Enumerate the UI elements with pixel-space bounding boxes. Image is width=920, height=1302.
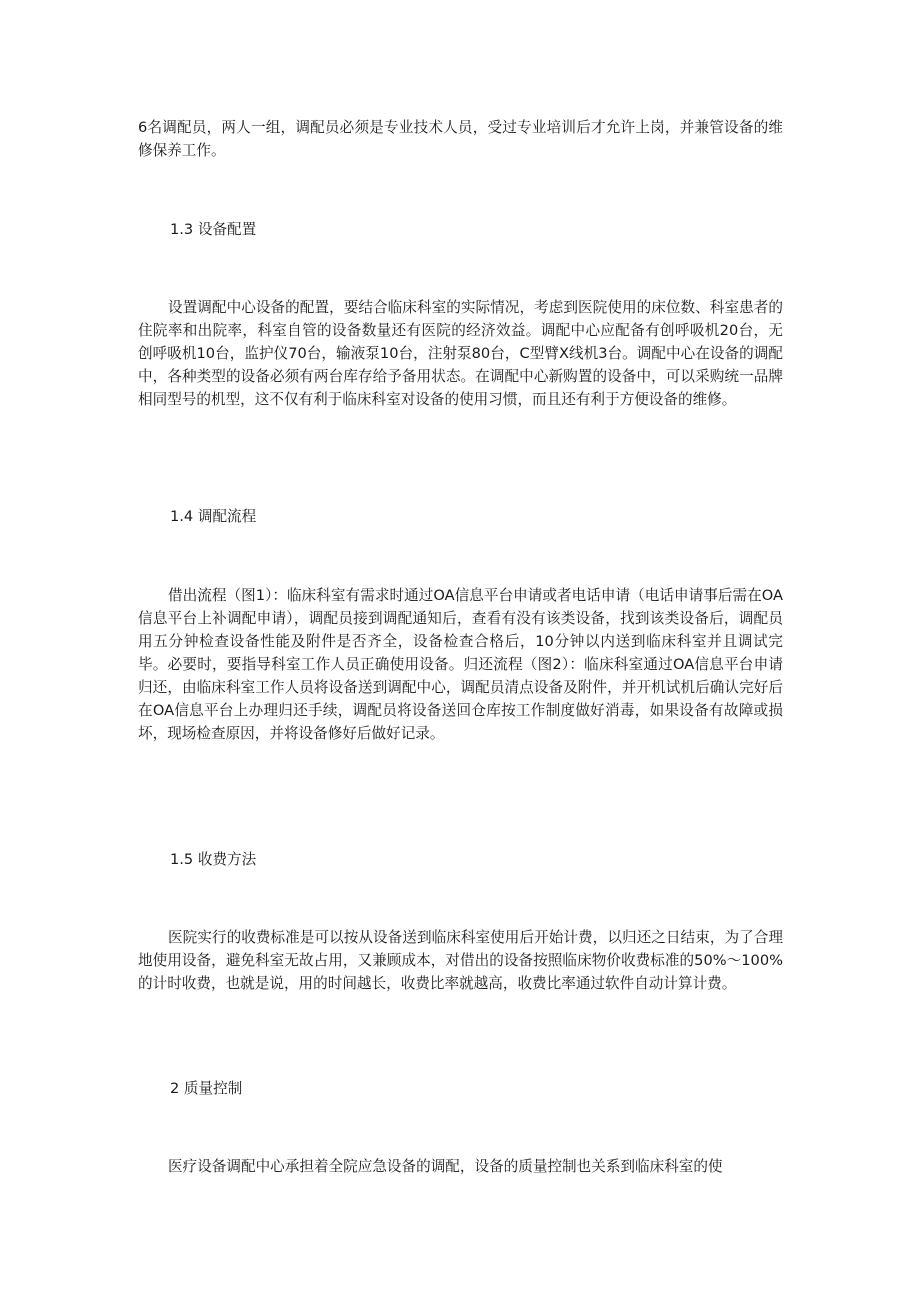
paragraph-2: 医疗设备调配中心承担着全院应急设备的调配，设备的质量控制也关系到临床科室的使 <box>168 1158 723 1175</box>
paragraph-1-5: 医院实行的收费标准是可以按从设备送到临床科室使用后开始计费，以归还之日结束，为了合理地使用设备，避免科室无故占用，又兼顾成本，对借出的设备按照临床物价收费标准的50%～100%的计时收费，也就是说，用的时间越长，收费比率就越高，收费比率通过软件自动计算计费。 <box>138 929 783 992</box>
paragraph-intro: 6名调配员，两人一组，调配员必须是专业技术人员，受过专业培训后才允许上岗，并兼管设备的维修保养工作。 <box>138 119 783 159</box>
heading-1-4: 1.4 调配流程 <box>170 508 257 525</box>
heading-1-5: 1.5 收费方法 <box>170 851 257 868</box>
heading-1-3: 1.3 设备配置 <box>170 221 257 238</box>
paragraph-1-3: 设置调配中心设备的配置，要结合临床科室的实际情况，考虑到医院使用的床位数、科室患者的住院率和出院率，科室自管的设备数量还有医院的经济效益。调配中心应配备有创呼吸机20台，无创呼吸机10台，监护仪70台，输液泵10台，注射泵80台，C型臂X线机3台。调配中心在设备的调配中，各种类型的设备必须有两台库存给予备用状态。在调配中心新购置的设备中，可以采购统一品牌相同型号的机型，这不仅有利于临床科室对设备的使用习惯，而且还有利于方便设备的维修。 <box>138 299 783 408</box>
paragraph-1-4: 借出流程（图1）：临床科室有需求时通过OA信息平台申请或者电话申请（电话申请事后需在OA信息平台上补调配申请），调配员接到调配通知后，查看有没有该类设备，找到该类设备后，调配员用五分钟检查设备性能及附件是否齐全，设备检查合格后，10分钟以内送到临床科室并且调试完毕。必要时，要指导科室工作人员正确使用设备。归还流程（图2）：临床科室通过OA信息平台申请归还，由临床科室工作人员将设备送到调配中心，调配员清点设备及附件，并开机试机后确认完好后在OA信息平台上办理归还手续，调配员将设备送回仓库按工作制度做好消毒，如果设备有故障或损坏，现场检查原因，并将设备修好后做好记录。 <box>138 587 783 742</box>
heading-2: 2 质量控制 <box>170 1080 243 1097</box>
